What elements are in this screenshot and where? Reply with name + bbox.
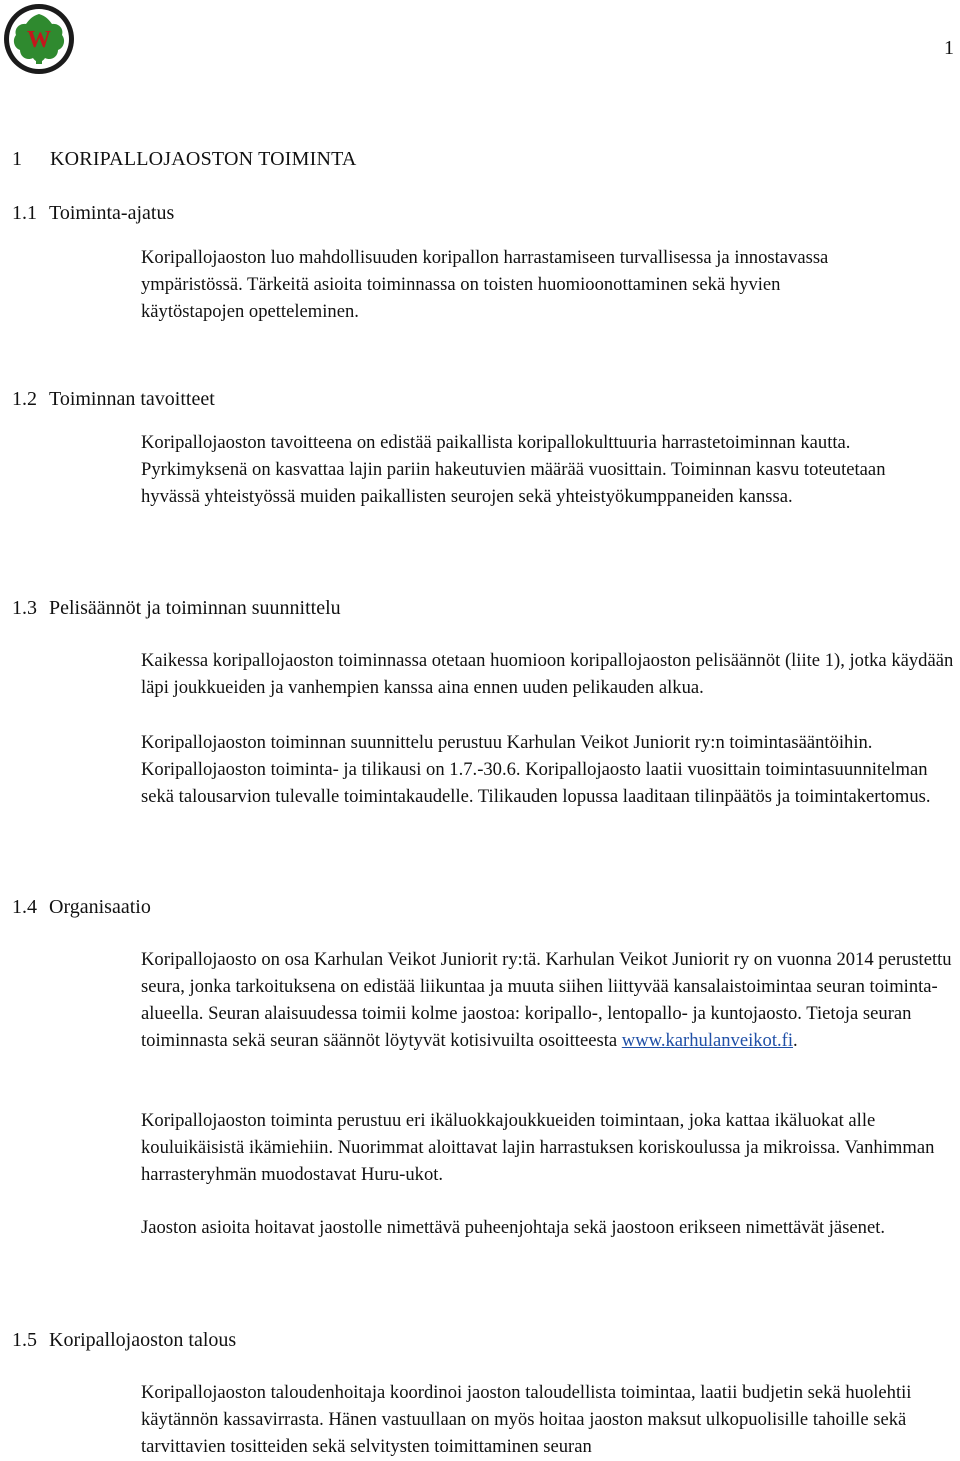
section-title: Toiminta-ajatus [49,202,175,224]
section-number: 1.2 [12,388,37,410]
section-title: KORIPALLOJAOSTON TOIMINTA [50,148,357,170]
section-title: Pelisäännöt ja toiminnan suunnittelu [49,597,341,619]
paragraph [141,946,953,1054]
paragraph: Jaoston asioita hoitavat jaostolle nimettävä puheenjohtaja sekä jaostoon erikseen nimettävät jäsenet. [141,1217,886,1238]
website-link[interactable]: www.karhulanveikot.fi [621,1030,794,1052]
svg-text:W: W [27,27,51,53]
paragraph: Koripallojaoston tavoitteena on edistää paikallista koripallokulttuuria harrastetoiminnan kautta. Pyrkimyksenä on kasvattaa lajin pariin hakeutuvien määrää vuosittain. Toiminnan kasvu toteutetaan hyvässä yhteistyössä muiden paikallisten seurojen sekä yhteistyökumppaneiden kanssa. [141,432,886,508]
paragraph: Koripallojaoston toiminnan suunnittelu perustuu Karhulan Veikot Juniorit ry:n toimintasääntöihin. Koripallojaoston toiminta- ja tilikausi on 1.7.-30.6. Koripallojaosto laatii vuosittain toimintasuunnitelman sekä talousarvion tulevalle toimintakaudelle. Tilikauden lopussa laaditaan tilinpäätös ja toimintakertomus. [141,732,931,808]
section-number: 1.1 [12,202,37,224]
section-number: 1.3 [12,597,37,619]
section-number: 1.5 [12,1329,37,1351]
paragraph-end: . [793,1030,798,1052]
section-title: Toiminnan tavoitteet [49,388,215,410]
page-number: 1 [944,37,954,59]
section-1-5-heading [12,1327,236,1353]
section-1-heading [12,146,357,172]
section-title: Koripallojaoston talous [49,1329,237,1351]
section-1-3-heading [12,595,341,621]
section-1-1-heading [12,200,174,226]
section-number: 1 [12,148,23,170]
paragraph: Koripallojaoston taloudenhoitaja koordinoi jaoston taloudellista toimintaa, laatii budjetin sekä huolehtii käytännön kassavirrasta. Hänen vastuullaan on myös hoitaa jaoston maksut ulkopuolisille tahoille sekä tarvittavien tositteiden sekä selvitysten toimittaminen seuran [141,1382,912,1458]
paragraph: Kaikessa koripallojaoston toiminnassa otetaan huomioon koripallojaoston pelisäännöt (liite 1), jotka käydään läpi joukkueiden ja vanhempien kanssa aina ennen uuden pelikauden alkua. [141,650,954,699]
club-logo [2,2,76,76]
section-1-4-heading [12,894,151,920]
section-title: Organisaatio [49,896,151,918]
paragraph: Koripallojaoston toiminta perustuu eri ikäluokkajoukkueiden toimintaan, joka kattaa ikäluokat alle kouluikäisistä ikämiehiin. Nuorimmat aloittavat lajin harrastuksen koriskoulussa ja mikroissa. Vanhimman harrasteryhmän muodostavat Huru-ukot. [141,1110,935,1186]
section-number: 1.4 [12,896,37,918]
section-1-2-heading [12,386,215,412]
paragraph-text: Koripallojaosto on osa Karhulan Veikot Juniorit ry:tä. Karhulan Veikot Juniorit ry on vuonna 2014 perustettu seura, jonka tarkoituksena on edistää liikuntaa ja muuta siihen liittyvää kansalaistoimintaa seuran toiminta-alueella. Seuran alaisuudessa toimii kolme jaostoa: koripallo-, lentopallo- ja kuntojaosto. Tietoja seuran toiminnasta sekä seuran säännöt löytyvät kotisivuilta osoitteesta [141,949,952,1052]
paragraph: Koripallojaoston luo mahdollisuuden koripallon harrastamiseen turvallisessa ja innostavassa ympäristössä. Tärkeitä asioita toiminnassa on toisten huomioonottaminen sekä hyvien käytöstapojen opetteleminen. [141,247,829,323]
